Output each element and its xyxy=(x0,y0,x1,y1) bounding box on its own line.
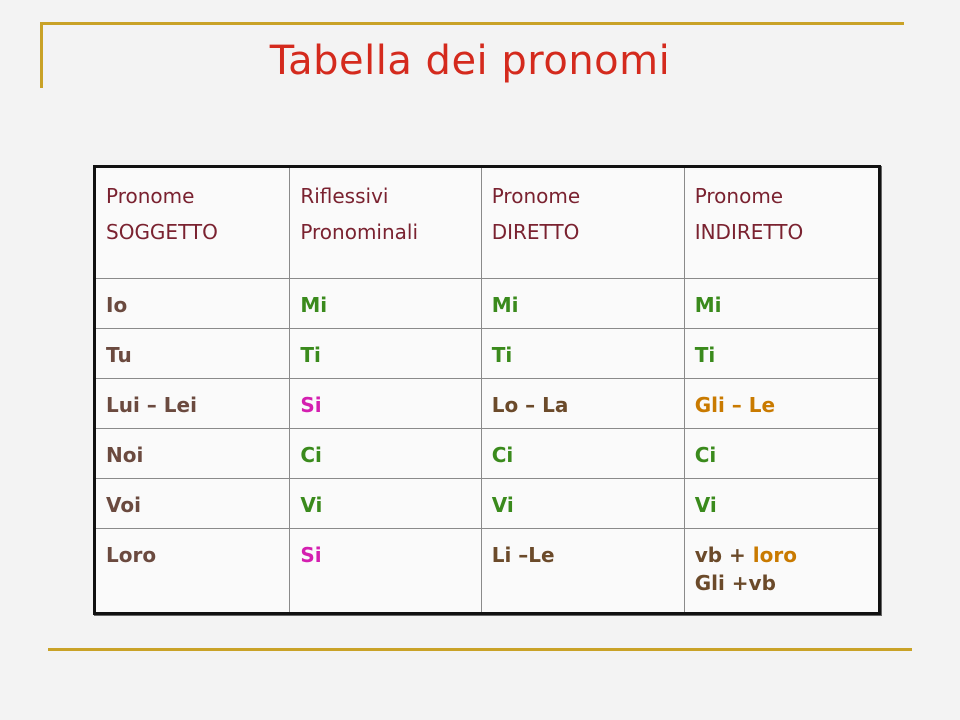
table-row xyxy=(95,429,880,479)
table-cell-indiretto: Ci xyxy=(684,429,879,479)
table-cell-riflessivi: Si xyxy=(290,529,481,614)
table-cell-soggetto: Lui – Lei xyxy=(95,379,290,429)
decorative-frame-top-line xyxy=(40,22,904,25)
table-cell-soggetto: Io xyxy=(95,279,290,329)
loro-text: loro xyxy=(752,543,797,567)
table-row xyxy=(95,279,880,329)
indiretto-line-2: Gli +vb xyxy=(694,571,776,595)
indiretto-line-1 xyxy=(695,541,868,569)
table-cell-indiretto xyxy=(684,529,879,614)
header-line: INDIRETTO xyxy=(694,220,804,244)
table-row xyxy=(95,479,880,529)
header-line: Pronome xyxy=(106,184,195,208)
table-cell-diretto: Vi xyxy=(481,479,684,529)
table-cell-riflessivi: Si xyxy=(290,379,481,429)
table-cell-soggetto: Loro xyxy=(95,529,290,614)
table-cell-diretto: Ci xyxy=(481,429,684,479)
table-cell-riflessivi: Ti xyxy=(290,329,481,379)
table-cell-riflessivi: Ci xyxy=(290,429,481,479)
header-line: Riflessivi xyxy=(300,184,389,208)
header-cell-diretto xyxy=(481,167,684,279)
table-cell-diretto: Li –Le xyxy=(481,529,684,614)
pronoun-table xyxy=(93,165,881,615)
header-line: DIRETTO xyxy=(491,220,580,244)
header-line: Pronome xyxy=(694,184,784,208)
table-row xyxy=(95,379,880,429)
table-row xyxy=(95,529,880,614)
table-cell-indiretto: Ti xyxy=(684,329,879,379)
header-line: Pronominali xyxy=(300,220,419,244)
page-title: Tabella dei pronomi xyxy=(269,38,671,84)
verb-prefix-text: vb + xyxy=(694,543,753,567)
header-cell-indiretto xyxy=(684,167,879,279)
table-cell-diretto: Mi xyxy=(481,279,684,329)
header-cell-riflessivi xyxy=(290,167,481,279)
table-cell-indiretto: Gli – Le xyxy=(684,379,879,429)
header-line: SOGGETTO xyxy=(106,220,218,244)
table-cell-riflessivi: Vi xyxy=(290,479,481,529)
table-cell-soggetto: Voi xyxy=(95,479,290,529)
table-cell-indiretto: Mi xyxy=(684,279,879,329)
table-cell-indiretto: Vi xyxy=(684,479,879,529)
table-cell-riflessivi: Mi xyxy=(290,279,481,329)
table-header-row xyxy=(95,167,880,279)
table-cell-diretto: Lo – La xyxy=(481,379,684,429)
header-cell-soggetto xyxy=(95,167,290,279)
table-cell-soggetto: Noi xyxy=(95,429,290,479)
table-cell-soggetto: Tu xyxy=(95,329,290,379)
header-line: Pronome xyxy=(491,184,581,208)
decorative-frame-bottom-line xyxy=(48,648,912,651)
table-cell-diretto: Ti xyxy=(481,329,684,379)
table-row xyxy=(95,329,880,379)
